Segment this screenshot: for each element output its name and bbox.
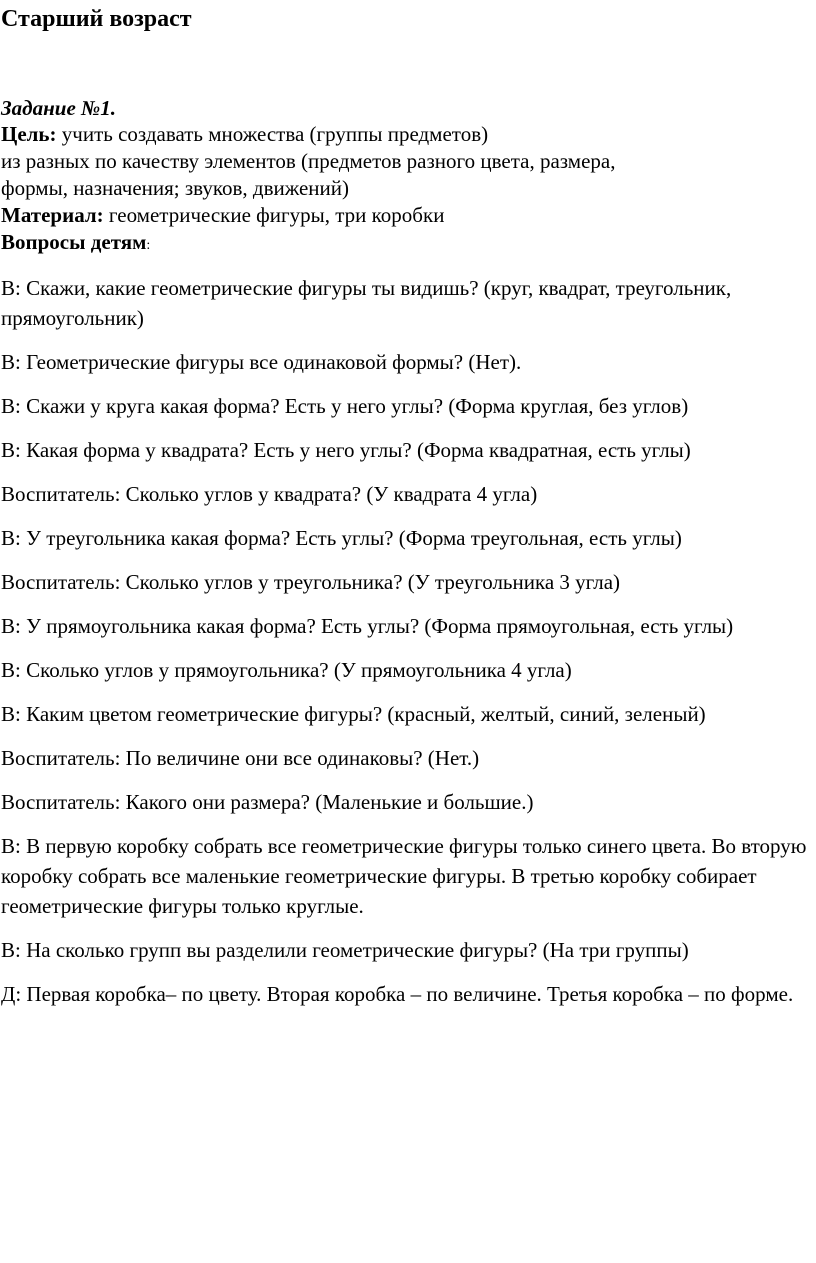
dialog-line: Воспитатель: Какого они размера? (Маленькие и большие.) [1, 790, 534, 814]
dialog-line: Воспитатель: По величине они все одинаковы? (Нет.) [1, 746, 480, 770]
dialog-line: В: Геометрические фигуры все одинаковой формы? (Нет). [1, 350, 522, 374]
questions-colon: : [146, 238, 151, 253]
questions-label: Вопросы детям [1, 230, 147, 254]
material-block [1, 202, 808, 229]
dialog-line: В: Какая форма у квадрата? Есть у него углы? (Форма квадратная, есть углы) [1, 438, 691, 462]
dialog-line: В: В первую коробку собрать все геометрические фигуры только синего цвета. Во вторую коробку собрать все маленькие геометрические фигуры. В третью коробку собирает геометрические фигуры только круглые. [1, 834, 807, 918]
goal-label: Цель: [1, 122, 57, 146]
material-text: геометрические фигуры, три коробки [108, 203, 445, 227]
goal-text-line-2: из разных по качеству элементов (предметов разного цвета, размера, [1, 149, 616, 173]
dialog-line: В: У треугольника какая форма? Есть углы? (Форма треугольная, есть углы) [1, 526, 682, 550]
dialog-line: В: У прямоугольника какая форма? Есть углы? (Форма прямоугольная, есть углы) [1, 614, 734, 638]
material-label: Материал: [1, 203, 104, 227]
dialog-line: В: Каким цветом геометрические фигуры? (красный, желтый, синий, зеленый) [1, 702, 706, 726]
dialog-list [1, 273, 808, 1009]
dialog-line: Воспитатель: Сколько углов у треугольника? (У треугольника 3 угла) [1, 570, 621, 594]
goal-text-line-1: учить создавать множества (группы предметов) [61, 122, 489, 146]
page-title: Старший возраст [1, 6, 192, 32]
questions-heading [1, 229, 808, 259]
task-heading: Задание №1. [1, 96, 116, 120]
dialog-line: Д: Первая коробка– по цвету. Вторая коробка – по величине. Третья коробка – по форме. [1, 982, 794, 1006]
dialog-line: В: Скажи, какие геометрические фигуры ты видишь? (круг, квадрат, треугольник, прямоугольник) [1, 276, 732, 330]
dialog-line: В: Сколько углов у прямоугольника? (У прямоугольника 4 угла) [1, 658, 572, 682]
goal-text-line-3: формы, назначения; звуков, движений) [1, 176, 350, 200]
dialog-line: Воспитатель: Сколько углов у квадрата? (У квадрата 4 угла) [1, 482, 538, 506]
dialog-line: В: На сколько групп вы разделили геометрические фигуры? (На три группы) [1, 938, 689, 962]
goal-block [1, 121, 808, 202]
dialog-line: В: Скажи у круга какая форма? Есть у него углы? (Форма круглая, без углов) [1, 394, 689, 418]
